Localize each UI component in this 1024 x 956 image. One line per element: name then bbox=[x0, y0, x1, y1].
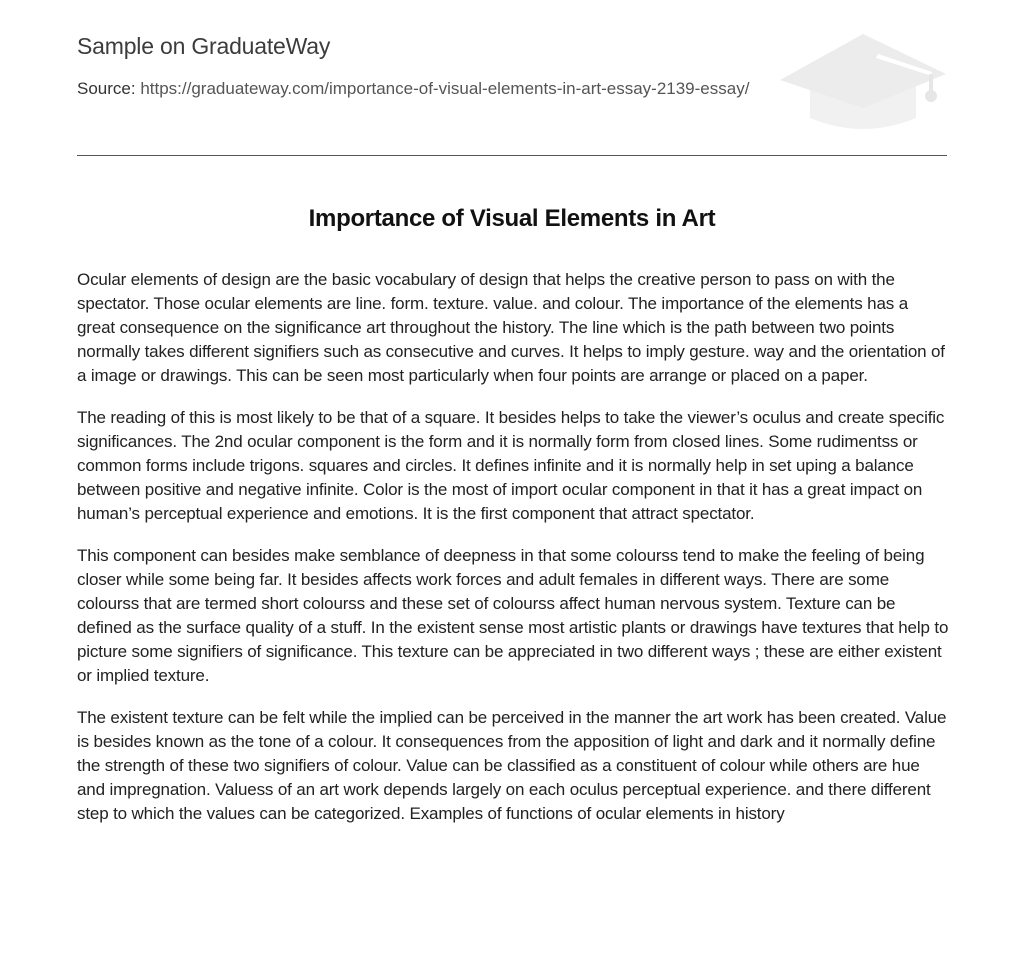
source-link[interactable]: https://graduateway.com/importance-of-visual-elements-in-art-essay-2139-essay/ bbox=[140, 79, 750, 98]
essay-title: Importance of Visual Elements in Art bbox=[308, 205, 716, 232]
essay-paragraph-3: This component can besides make semblance of deepness in that some colourss tend to make the feeling of being closer while some being far. It besides affects work forces and adult females in different ways. There are some colourss that are termed short colourss and these set of colourss affect human nervous system. Texture can be defined as the surface quality of a stuff. In the existent sense most artistic plants or drawings have textures that help to picture some signifiers of significance. This texture can be appreciated in two different ways ; these are either existent or implied texture. bbox=[77, 546, 949, 685]
site-title: Sample on GraduateWay bbox=[77, 33, 331, 59]
essay-body bbox=[77, 268, 949, 844]
source-line bbox=[77, 78, 757, 99]
essay-paragraph-1: Ocular elements of design are the basic vocabulary of design that helps the creative person to pass on with the spectator. Those ocular elements are line. form. texture. value. and colour. The importance of the elements has a great consequence on the significance art throughout the history. The line which is the path between two points normally takes different signifiers such as consecutive and curves. It helps to imply gesture. way and the orientation of a image or drawings. This can be seen most particularly when four points are arrange or placed on a paper. bbox=[77, 270, 945, 385]
header bbox=[77, 0, 947, 156]
source-label: Source: bbox=[77, 79, 136, 98]
essay-paragraph-2: The reading of this is most likely to be that of a square. It besides helps to take the viewer’s oculus and create specific significances. The 2nd ocular component is the form and it is normally form from closed lines. Some rudimentss or common forms include trigons. squares and circles. It defines infinite and it is normally help in set uping a balance between positive and negative infinite. Color is the most of import ocular component in that it has a great impact on human’s perceptual experience and emotions. It is the first component that attract spectator. bbox=[77, 408, 945, 523]
page bbox=[77, 0, 949, 823]
essay-paragraph-4: The existent texture can be felt while the implied can be perceived in the manner the art work has been created. Value is besides known as the tone of a colour. It consequences from the apposition of light and dark and it normally define the strength of these two signifiers of colour. Value can be classified as a constituent of colour while others are hue and impregnation. Valuess of an art work depends largely on each oculus perceptual experience. and there different step to which the values can be categorized. Examples of functions of ocular elements in history bbox=[77, 708, 947, 823]
graduation-cap-icon bbox=[780, 30, 946, 132]
header-divider bbox=[77, 155, 947, 156]
